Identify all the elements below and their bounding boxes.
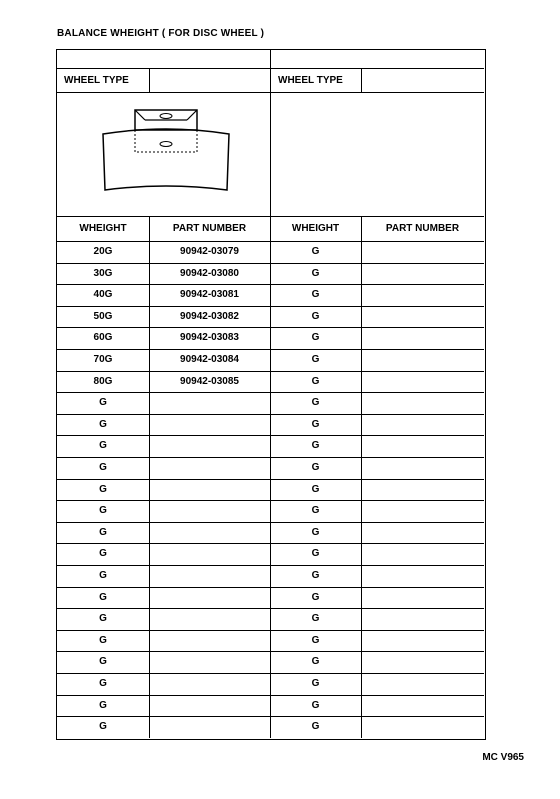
row-line-image: [57, 216, 484, 217]
row-line: [57, 608, 484, 609]
cell-part-left: 90942-03082: [180, 310, 239, 322]
row-line: [57, 263, 484, 264]
row-line: [57, 695, 484, 696]
wheel-type-label-left: WHEEL TYPE: [64, 75, 129, 86]
row-line: [57, 587, 484, 588]
document-title: BALANCE WHEIGHT ( FOR DISC WHEEL ): [57, 28, 265, 39]
cell-weight-right: G: [311, 310, 320, 322]
cell-weight-right: G: [311, 246, 320, 257]
wheel-type-divider-left: [149, 68, 150, 92]
cell-weight-left: 30G: [93, 267, 113, 279]
cell-weight-left: 50G: [93, 310, 113, 322]
cell-weight-left: G: [99, 613, 107, 625]
cell-weight-right: G: [311, 267, 320, 279]
row-line: [57, 716, 484, 717]
col-divider-right: [361, 216, 362, 738]
cell-weight-right: G: [311, 483, 320, 495]
col-header-part-right: PART NUMBER: [385, 223, 460, 234]
cell-weight-left: G: [99, 505, 107, 517]
cell-weight-left: G: [99, 418, 107, 430]
row-line: [57, 543, 484, 544]
cell-weight-right: G: [311, 462, 320, 473]
row-line-wheel: [57, 92, 484, 93]
cell-weight-right: G: [311, 570, 320, 581]
cell-weight-left: G: [99, 678, 107, 689]
cell-weight-left: 40G: [93, 289, 113, 301]
cell-weight-left: G: [99, 591, 107, 603]
cell-part-left: 90942-03083: [180, 332, 239, 344]
col-header-weight-left: WHEIGHT: [79, 223, 127, 234]
cell-part-left: 90942-03085: [180, 375, 239, 387]
cell-part-left: 90942-03079: [180, 246, 239, 257]
figure-code: MC V965: [482, 752, 524, 763]
cell-weight-left: 20G: [93, 246, 113, 257]
col-header-part-left: PART NUMBER: [172, 223, 247, 234]
row-line: [57, 500, 484, 501]
cell-weight-left: G: [99, 440, 107, 452]
cell-weight-right: G: [311, 591, 320, 603]
col-header-weight-right: WHEIGHT: [291, 223, 340, 234]
cell-weight-left: G: [99, 634, 107, 646]
cell-weight-left: G: [99, 656, 107, 668]
row-line: [57, 327, 484, 328]
cell-part-left: 90942-03081: [180, 289, 239, 301]
row-line-top: [57, 68, 484, 69]
cell-weight-left: G: [99, 397, 107, 409]
cell-weight-left: 80G: [93, 375, 113, 387]
cell-weight-left: G: [99, 483, 107, 495]
cell-weight-right: G: [311, 375, 320, 387]
cell-weight-right: G: [311, 289, 320, 301]
row-line: [57, 630, 484, 631]
cell-part-left: 90942-03080: [180, 267, 239, 279]
balance-weight-diagram-icon: [101, 106, 231, 192]
cell-weight-right: G: [311, 354, 320, 365]
row-line: [57, 435, 484, 436]
row-line: [57, 349, 484, 350]
row-line: [57, 479, 484, 480]
cell-weight-right: G: [311, 699, 320, 711]
cell-weight-right: G: [311, 678, 320, 689]
wheel-type-divider-right: [361, 68, 362, 92]
row-line: [57, 371, 484, 372]
cell-weight-left: 60G: [93, 332, 113, 344]
cell-weight-right: G: [311, 440, 320, 452]
cell-weight-right: G: [311, 656, 320, 668]
cell-weight-right: G: [311, 505, 320, 517]
row-line: [57, 565, 484, 566]
cell-weight-left: G: [99, 699, 107, 711]
cell-weight-right: G: [311, 418, 320, 430]
row-line: [57, 457, 484, 458]
wheel-type-label-right: WHEEL TYPE: [278, 75, 343, 86]
cell-weight-left: G: [99, 721, 107, 733]
cell-weight-right: G: [311, 634, 320, 646]
cell-weight-left: G: [99, 526, 107, 538]
cell-weight-left: G: [99, 462, 107, 473]
cell-weight-right: G: [311, 332, 320, 344]
row-line: [57, 414, 484, 415]
row-line: [57, 306, 484, 307]
row-line: [57, 284, 484, 285]
cell-weight-left: G: [99, 570, 107, 581]
row-line: [57, 651, 484, 652]
cell-weight-left: 70G: [93, 354, 113, 365]
row-line: [57, 522, 484, 523]
row-line-header: [57, 241, 484, 242]
cell-weight-left: G: [99, 548, 107, 560]
row-line: [57, 392, 484, 393]
row-line: [57, 673, 484, 674]
cell-weight-right: G: [311, 721, 320, 733]
cell-weight-right: G: [311, 613, 320, 625]
cell-weight-right: G: [311, 548, 320, 560]
cell-weight-right: G: [311, 526, 320, 538]
cell-weight-right: G: [311, 397, 320, 409]
cell-part-left: 90942-03084: [180, 354, 239, 365]
